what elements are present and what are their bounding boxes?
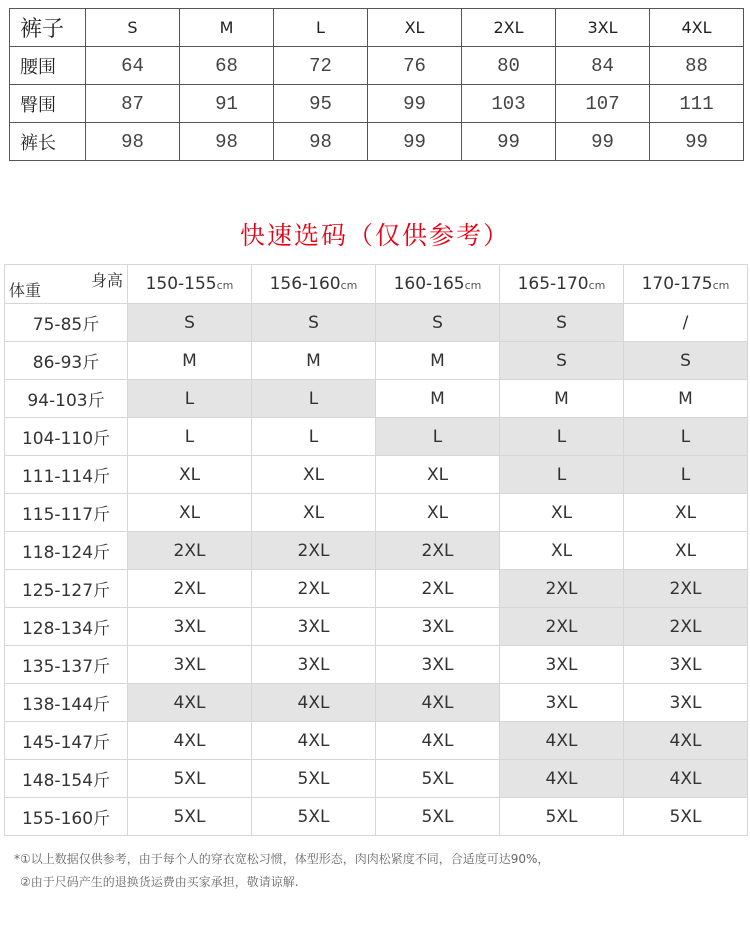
measure-value: 80 [462, 47, 556, 85]
pick-row [5, 380, 748, 418]
measure-value: 98 [274, 123, 368, 161]
recommended-size-cell: 2XL [128, 570, 252, 608]
measure-value: 99 [368, 123, 462, 161]
height-range: 160-165 [393, 274, 465, 294]
recommended-size-cell: L [500, 418, 624, 456]
measure-value: 99 [650, 123, 744, 161]
measure-value: 98 [180, 123, 274, 161]
measure-value: 76 [368, 47, 462, 85]
recommended-size-cell: 4XL [128, 722, 252, 760]
recommended-size-cell: 2XL [500, 608, 624, 646]
recommended-size-cell: S [500, 342, 624, 380]
recommended-size-cell: XL [500, 532, 624, 570]
recommended-size-cell: 4XL [376, 684, 500, 722]
recommended-size-cell: XL [376, 456, 500, 494]
pick-row [5, 608, 748, 646]
height-unit: cm [216, 279, 234, 292]
recommended-size-cell: 3XL [128, 646, 252, 684]
recommended-size-cell: L [252, 418, 376, 456]
recommended-size-cell: 2XL [252, 532, 376, 570]
measure-value: 111 [650, 85, 744, 123]
pick-row [5, 570, 748, 608]
pick-row [5, 418, 748, 456]
measure-value: 99 [556, 123, 650, 161]
pick-row [5, 456, 748, 494]
recommended-size-cell: 3XL [252, 646, 376, 684]
measure-label: 臀围 [10, 85, 86, 123]
measure-value: 98 [86, 123, 180, 161]
size-measure-row [10, 47, 744, 85]
height-column-header [128, 265, 252, 304]
pick-header-row [5, 265, 748, 304]
measure-value: 72 [274, 47, 368, 85]
recommended-size-cell: XL [624, 532, 748, 570]
recommended-size-cell: XL [128, 456, 252, 494]
recommended-size-cell: M [376, 380, 500, 418]
recommended-size-cell: S [128, 304, 252, 342]
size-measure-row [10, 85, 744, 123]
recommended-size-cell: 5XL [252, 760, 376, 798]
weight-range-label: 111-114斤 [5, 456, 128, 494]
height-range: 165-170 [517, 274, 589, 294]
weight-axis-label: 体重 [9, 281, 42, 300]
weight-range-label: 75-85斤 [5, 304, 128, 342]
pick-row [5, 342, 748, 380]
recommended-size-cell: 4XL [252, 684, 376, 722]
weight-range-label: 155-160斤 [5, 798, 128, 836]
recommended-size-cell: 3XL [376, 646, 500, 684]
recommended-size-cell: L [624, 456, 748, 494]
weight-range-label: 148-154斤 [5, 760, 128, 798]
size-column-header: 2XL [462, 9, 556, 47]
recommended-size-cell: 2XL [624, 570, 748, 608]
recommended-size-cell: L [376, 418, 500, 456]
recommended-size-cell: 4XL [624, 722, 748, 760]
recommended-size-cell: 3XL [500, 684, 624, 722]
recommended-size-cell: 3XL [500, 646, 624, 684]
height-unit: cm [712, 279, 730, 292]
recommended-size-cell: 2XL [252, 570, 376, 608]
size-column-header: L [274, 9, 368, 47]
recommended-size-cell: 5XL [500, 798, 624, 836]
note-line-1: *①以上数据仅供参考，由于每个人的穿衣宽松习惯，体型形态，肉肉松紧度不同，合适度可达90%， [14, 852, 550, 866]
recommended-size-cell: 5XL [128, 760, 252, 798]
size-measure-row [10, 123, 744, 161]
recommended-size-cell: XL [500, 494, 624, 532]
recommended-size-cell: M [624, 380, 748, 418]
weight-range-label: 125-127斤 [5, 570, 128, 608]
note-line-2: ②由于尺码产生的退换货运费由买家承担，敬请谅解. [20, 875, 299, 889]
weight-range-label: 104-110斤 [5, 418, 128, 456]
recommended-size-cell: XL [252, 456, 376, 494]
weight-range-label: 138-144斤 [5, 684, 128, 722]
measure-value: 103 [462, 85, 556, 123]
measure-label: 腰围 [10, 47, 86, 85]
recommended-size-cell: XL [624, 494, 748, 532]
weight-range-label: 145-147斤 [5, 722, 128, 760]
recommended-size-cell: 2XL [376, 570, 500, 608]
measure-value: 99 [368, 85, 462, 123]
weight-range-label: 115-117斤 [5, 494, 128, 532]
measure-label: 裤长 [10, 123, 86, 161]
recommended-size-cell: 3XL [252, 608, 376, 646]
measure-value: 91 [180, 85, 274, 123]
recommended-size-cell: / [624, 304, 748, 342]
recommended-size-cell: 3XL [128, 608, 252, 646]
recommended-size-cell: L [624, 418, 748, 456]
recommended-size-cell: L [500, 456, 624, 494]
recommended-size-cell: 3XL [624, 646, 748, 684]
weight-range-label: 86-93斤 [5, 342, 128, 380]
recommended-size-cell: XL [376, 494, 500, 532]
height-column-header [376, 265, 500, 304]
quick-pick-table [4, 264, 748, 836]
recommended-size-cell: M [128, 342, 252, 380]
recommended-size-cell: 4XL [500, 760, 624, 798]
weight-range-label: 94-103斤 [5, 380, 128, 418]
recommended-size-cell: 5XL [252, 798, 376, 836]
weight-range-label: 118-124斤 [5, 532, 128, 570]
recommended-size-cell: 2XL [624, 608, 748, 646]
height-unit: cm [464, 279, 482, 292]
recommended-size-cell: 4XL [624, 760, 748, 798]
measure-value: 99 [462, 123, 556, 161]
quick-pick-title: 快速选码（仅供参考） [239, 221, 510, 250]
recommended-size-cell: L [128, 380, 252, 418]
recommended-size-cell: 5XL [376, 798, 500, 836]
recommended-size-cell: S [376, 304, 500, 342]
height-unit: cm [340, 279, 358, 292]
height-column-header [252, 265, 376, 304]
measure-value: 84 [556, 47, 650, 85]
recommended-size-cell: XL [252, 494, 376, 532]
recommended-size-cell: L [128, 418, 252, 456]
recommended-size-cell: M [252, 342, 376, 380]
height-axis-label: 身高 [90, 271, 123, 290]
measure-value: 87 [86, 85, 180, 123]
pick-row [5, 722, 748, 760]
size-column-header: S [86, 9, 180, 47]
recommended-size-cell: S [252, 304, 376, 342]
pick-row [5, 646, 748, 684]
height-range: 150-155 [145, 274, 217, 294]
measure-value: 68 [180, 47, 274, 85]
size-column-header: XL [368, 9, 462, 47]
recommended-size-cell: 2XL [128, 532, 252, 570]
recommended-size-cell: S [624, 342, 748, 380]
recommended-size-cell: 4XL [252, 722, 376, 760]
height-range: 156-160 [269, 274, 341, 294]
recommended-size-cell: 2XL [500, 570, 624, 608]
recommended-size-cell: 3XL [624, 684, 748, 722]
size-header-label: 裤子 [10, 9, 86, 47]
recommended-size-cell: M [376, 342, 500, 380]
recommended-size-cell: M [500, 380, 624, 418]
height-column-header [500, 265, 624, 304]
height-column-header [624, 265, 748, 304]
pick-row [5, 798, 748, 836]
recommended-size-cell: 5XL [128, 798, 252, 836]
measure-value: 64 [86, 47, 180, 85]
recommended-size-cell: 3XL [376, 608, 500, 646]
corner-cell [5, 265, 128, 304]
recommended-size-cell: L [252, 380, 376, 418]
size-column-header: 3XL [556, 9, 650, 47]
weight-range-label: 128-134斤 [5, 608, 128, 646]
pick-row [5, 532, 748, 570]
recommended-size-cell: XL [128, 494, 252, 532]
pick-row [5, 304, 748, 342]
recommended-size-cell: S [500, 304, 624, 342]
recommended-size-cell: 4XL [376, 722, 500, 760]
recommended-size-cell: 2XL [376, 532, 500, 570]
measure-value: 95 [274, 85, 368, 123]
pick-row [5, 494, 748, 532]
recommended-size-cell: 4XL [128, 684, 252, 722]
recommended-size-cell: 4XL [500, 722, 624, 760]
size-chart-table [9, 8, 744, 161]
pick-row [5, 760, 748, 798]
measure-value: 107 [556, 85, 650, 123]
size-column-header: 4XL [650, 9, 744, 47]
weight-range-label: 135-137斤 [5, 646, 128, 684]
height-unit: cm [588, 279, 606, 292]
recommended-size-cell: 5XL [624, 798, 748, 836]
size-column-header: M [180, 9, 274, 47]
pick-row [5, 684, 748, 722]
recommended-size-cell: 5XL [376, 760, 500, 798]
height-range: 170-175 [641, 274, 713, 294]
size-header-row [10, 9, 744, 47]
measure-value: 88 [650, 47, 744, 85]
